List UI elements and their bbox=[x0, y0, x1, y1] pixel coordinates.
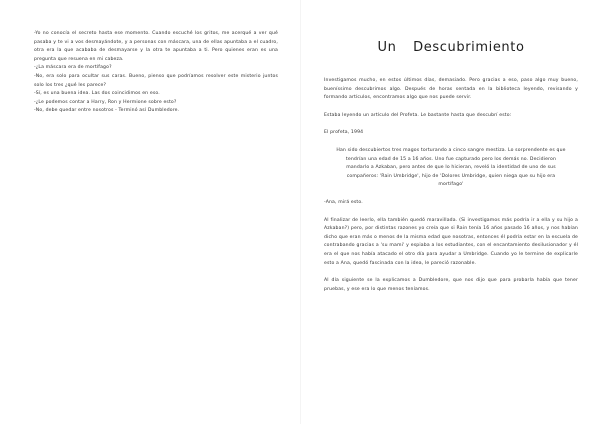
left-paragraph-3: -No, era solo para ocultar sus caras. Bueno, pienso que podríamos resolver este misterio juntos solo los tres ¿qué les parece? bbox=[34, 73, 278, 88]
body-paragraph-1: Al finalizar de leerlo, ella también quedó maravillada. (Si investigamos más podría ir a ella y su hijo a Azkaban?) pero, por distintas razones yo creía que si Rain tenía 16 años pasado 16 años, y nos habían dicho que eran más o menos de la misma edad que nosotras, entonces él podría estar en la escuela de contrabando gracias a 'su mami' y espiaba a los estudiantes, con el encantamiento desilusionador y él era el que nos había atacado el otro día para ayudar a Umbridge. Cuando yo le termine de explicarle esto a Ana, quedó fascinada con la idea, le pareció razonable. bbox=[324, 217, 578, 266]
newspaper-quote: Han sido descubiertos tres magos torturando a cinco sangre mestiza. Lo sorprendente es que tendrían una edad de 15 a 16 años. Uno fue capturado pero los demás no. Decidieron mandarlo a Azkaban, pero antes de que lo hicieran, reveló la identidad de uno de sus compañeros: 'Rain Umbridge', hijo de 'Dolores Umbridge, quien niega que su hijo era mortífago' bbox=[336, 147, 566, 188]
intro-paragraph: Investigamos mucho, en estos últimos días, demasiado. Pero gracias a eso, paso algo muy bueno, bueníssimo descubrimos algo. Después de horas sentada en la biblioteca leyendo, revisando y formando artículos, encontramos algo que nos puede servir. bbox=[324, 78, 578, 101]
article-intro-paragraph: Estaba leyendo un artículo del Profeta. Le bastante hasta que descubrí esto: bbox=[324, 112, 512, 118]
left-paragraph-1: -Yo no conocía el secreto hasta ese momento. Cuando escuché los gritos, me acerqué a ver qué pasaba y te vi a vos desmayándote, y a personas con máscara, una de ellas apuntaba a el cuadro, otra era la que acababa de desmayarse y la otra te apuntaba a ti. Pero quienes eran es una pregunta que resuena en mi cabeza. bbox=[34, 31, 278, 62]
left-paragraph-2: -¿La máscara era de mortífago? bbox=[34, 65, 112, 71]
left-paragraph-4: -Sí, es una buena idea. Las dos coincidimos en eso. bbox=[34, 91, 160, 97]
reaction-line: -Ana, mirá esto. bbox=[324, 199, 363, 205]
left-paragraph-5: -¿Le podemos contar a Harry, Ron y Hermione sobre esto? bbox=[34, 99, 177, 105]
left-paragraph-6: -No, debe quedar entre nosotros - Terminó así Dumbledore. bbox=[34, 108, 180, 114]
article-reference: El profeta, 1994 bbox=[324, 130, 364, 136]
right-page bbox=[300, 0, 600, 424]
body-paragraph-2: Al día siguiente se la explicamos a Dumbledore, que nos dijo que para probarla había que tener pruebas, y ese era lo que menos teníamos. bbox=[324, 278, 578, 292]
chapter-title: Un Descubrimiento bbox=[377, 40, 525, 55]
